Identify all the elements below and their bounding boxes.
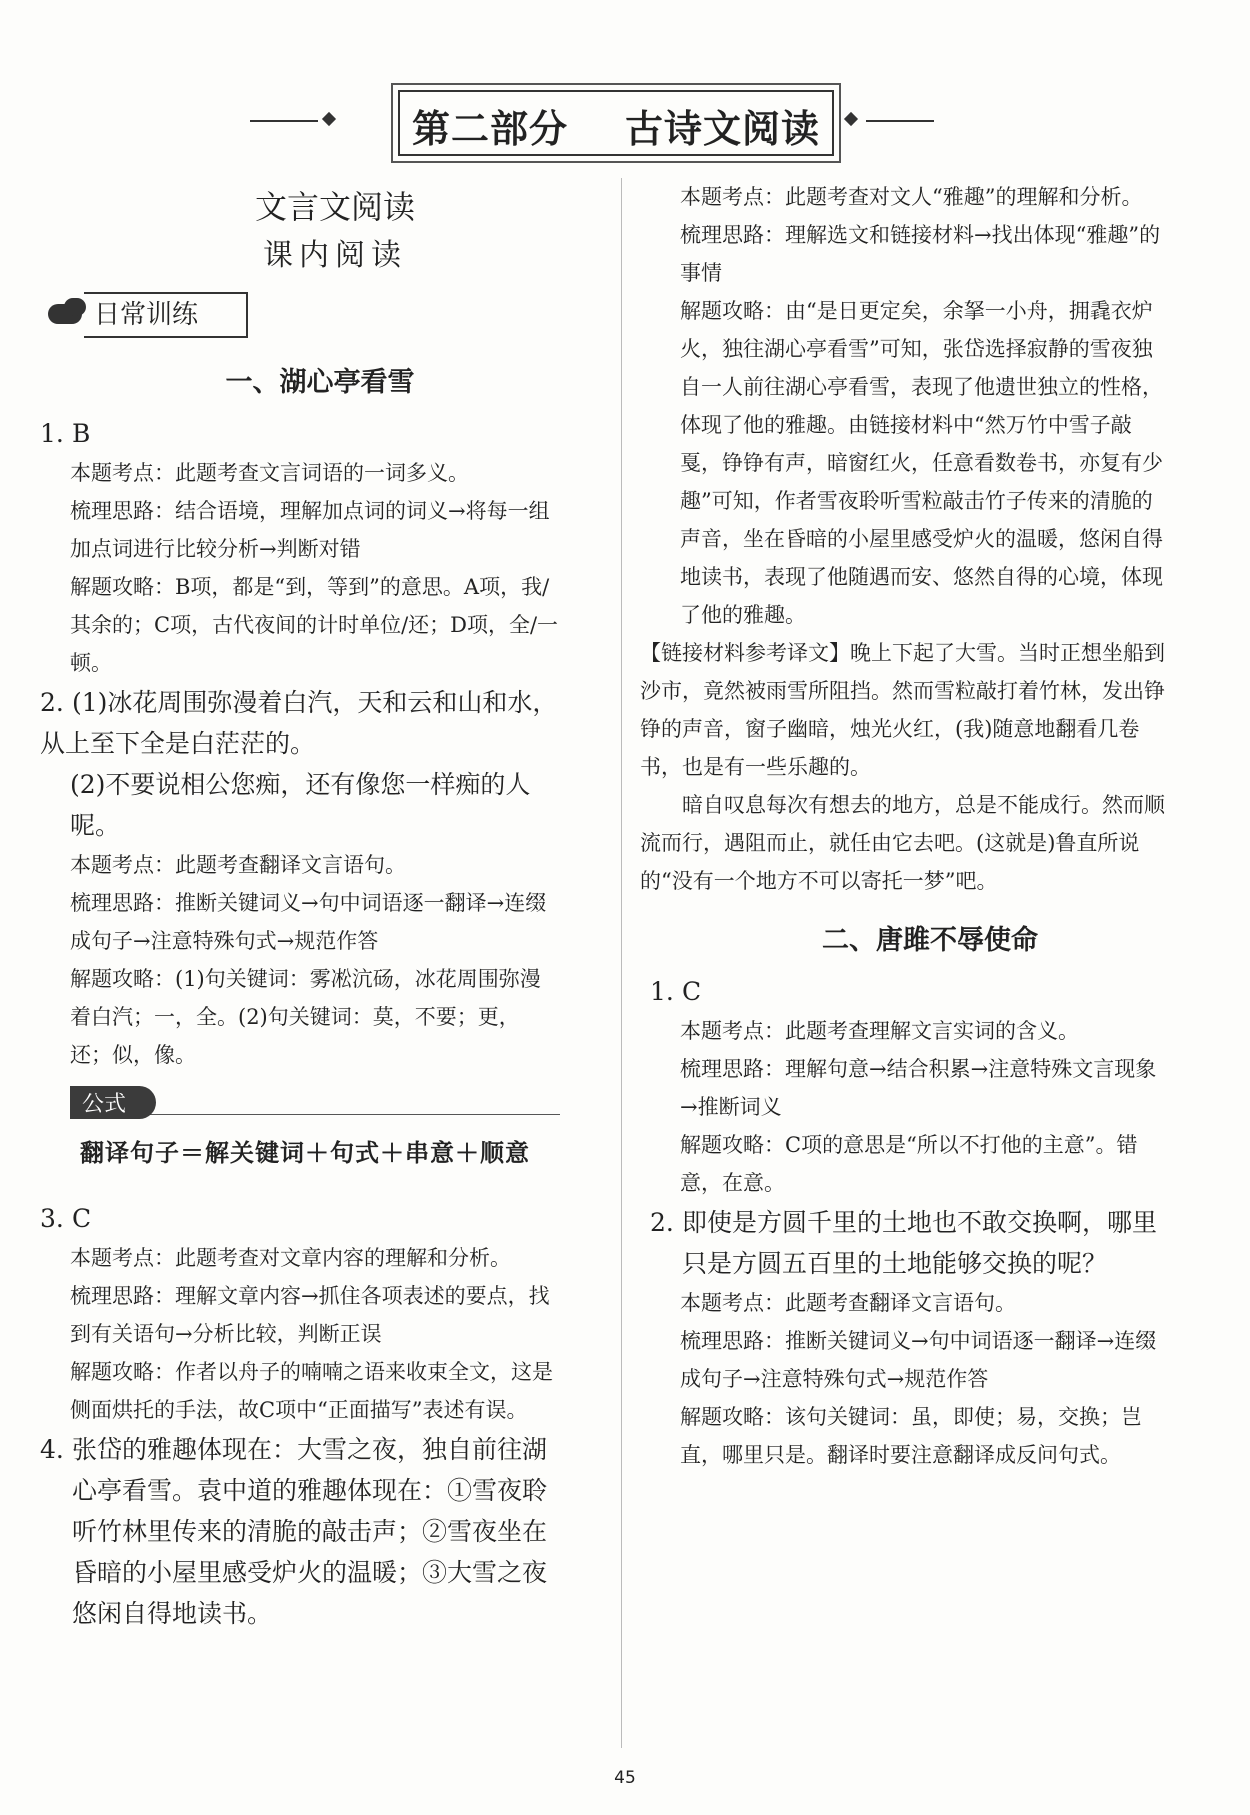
answer-part-2: (2)不要说相公您痴，还有像您一样痴的人呢。 bbox=[70, 770, 531, 840]
heading-main: 文言文阅读 bbox=[254, 188, 415, 226]
answer: 张岱的雅趣体现在：大雪之夜，独自前往湖心亭看雪。袁中道的雅趣体现在：①雪夜聆听竹林里传来的清脆的敲击声；②雪夜坐在昏暗的小屋里感受炉火的温暖；③大雪之夜悠闲自得地读书。 bbox=[72, 1435, 548, 1628]
heading-sub: 课内阅读 bbox=[263, 238, 407, 273]
banner-diamond-left bbox=[322, 112, 336, 126]
question-number: 1. bbox=[650, 977, 674, 1006]
part-title: 第二部分 古诗文阅读 bbox=[412, 106, 820, 151]
question-number: 2. bbox=[40, 688, 64, 717]
section-title: 一、湖心亭看雪 bbox=[225, 367, 415, 398]
banner-diamond-right bbox=[844, 112, 858, 126]
section-title: 二、唐雎不辱使命 bbox=[822, 925, 1038, 956]
part-banner bbox=[0, 90, 1250, 170]
banner-rule-right bbox=[866, 120, 934, 122]
question-number: 1. bbox=[40, 419, 64, 448]
section-tag bbox=[48, 292, 560, 342]
silu: 梳理思路：结合语境，理解加点词的词义→将每一组加点词进行比较分析→判断对错 bbox=[70, 499, 550, 561]
gonglue: 解题攻略：作者以舟子的喃喃之语来收束全文，这是侧面烘托的手法，故C项中“正面描写”表述有误。 bbox=[70, 1360, 553, 1422]
gonglue: 解题攻略：B项，都是“到，等到”的意思。A项，我/其余的；C项，古代夜间的计时单位/还；D项，全/一顿。 bbox=[70, 575, 559, 675]
silu: 梳理思路：推断关键词义→句中词语逐一翻译→连缀成句子→注意特殊句式→规范作答 bbox=[680, 1329, 1157, 1391]
kaodian: 本题考点：此题考查对文人“雅趣”的理解和分析。 bbox=[680, 185, 1143, 209]
right-column bbox=[640, 178, 1170, 1474]
question-2 bbox=[650, 1202, 1170, 1284]
kaodian: 本题考点：此题考查理解文言实词的含义。 bbox=[680, 1019, 1079, 1043]
kaodian: 本题考点：此题考查翻译文言语句。 bbox=[680, 1291, 1016, 1315]
answer: 即使是方圆千里的土地也不敢交换啊，哪里只是方圆五百里的土地能够交换的呢？ bbox=[682, 1208, 1158, 1278]
silu: 梳理思路：推断关键词义→句中词语逐一翻译→连缀成句子→注意特殊句式→规范作答 bbox=[70, 891, 547, 953]
gonglue: 解题攻略：该句关键词：虽，即使；易，交换；岂直，哪里只是。翻译时要注意翻译成反问句式。 bbox=[680, 1405, 1142, 1467]
silu: 梳理思路：理解句意→结合积累→注意特殊文言现象→推断词义 bbox=[680, 1057, 1157, 1119]
question-number: 3. bbox=[40, 1204, 64, 1233]
tag-label: 日常训练 bbox=[84, 292, 248, 338]
question-number: 2. bbox=[650, 1208, 674, 1237]
kaodian: 本题考点：此题考查翻译文言语句。 bbox=[70, 853, 406, 877]
question-4 bbox=[40, 1429, 560, 1634]
question-3 bbox=[40, 1198, 560, 1239]
kaodian: 本题考点：此题考查文言词语的一词多义。 bbox=[70, 461, 469, 485]
link-translation-2: 暗自叹息每次有想去的地方，总是不能成行。然而顺流而行，遇阻而止，就任由它去吧。(这就是)鲁直所说的“没有一个地方不可以寄托一梦”吧。 bbox=[640, 793, 1165, 893]
gonglue: 解题攻略：(1)句关键词：雾凇沆砀，冰花周围弥漫着白汽；一，全。(2)句关键词：莫，不要；更，还；似，像。 bbox=[70, 967, 541, 1067]
gonglue: 解题攻略：由“是日更定矣，余拏一小舟，拥毳衣炉火，独往湖心亭看雪”可知，张岱选择寂静的雪夜独自一人前往湖心亭看雪，表现了他遗世独立的性格，体现了他的雅趣。由链接材料中“然万竹中雪子敲戛，铮铮有声，暗窗红火，任意看数卷书，亦复有少趣”可知，作者雪夜聆听雪粒敲击竹子传来的清脆的声音，坐在昏暗的小屋里感受炉火的温暖，悠闲自得地读书，表现了他随遇而安、悠然自得的心境，体现了他的雅趣。 bbox=[680, 299, 1163, 627]
column-divider bbox=[621, 178, 622, 1748]
question-2 bbox=[40, 682, 560, 764]
formula-text: 翻译句子＝解关键词＋句式＋串意＋顺意 bbox=[80, 1139, 530, 1167]
banner-rule-left bbox=[250, 120, 318, 122]
banner-box bbox=[398, 90, 834, 156]
page-number: 45 bbox=[614, 1768, 636, 1788]
gonglue: 解题攻略：C项的意思是“所以不打他的主意”。错意，在意。 bbox=[680, 1133, 1138, 1195]
answer-part-1: (1)冰花周围弥漫着白汽，天和云和山和水，从上至下全是白茫茫的。 bbox=[40, 688, 558, 758]
left-column bbox=[40, 178, 560, 1634]
kaodian: 本题考点：此题考查对文章内容的理解和分析。 bbox=[70, 1246, 511, 1270]
silu: 梳理思路：理解文章内容→抓住各项表述的要点，找到有关语句→分析比较，判断正误 bbox=[70, 1284, 550, 1346]
answer: C bbox=[72, 1204, 92, 1233]
link-translation: 【链接材料参考译文】晚上下起了大雪。当时正想坐船到沙市，竟然被雨雪所阻挡。然而雪粒敲打着竹林，发出铮铮的声音，窗子幽暗，烛光火红，(我)随意地翻看几卷书，也是有一些乐趣的。 bbox=[640, 641, 1165, 779]
question-1 bbox=[650, 971, 1170, 1012]
question-number: 4. bbox=[40, 1435, 64, 1464]
formula-tag: 公式 bbox=[70, 1086, 156, 1119]
answer: B bbox=[72, 419, 91, 448]
formula-box bbox=[70, 1086, 560, 1168]
silu: 梳理思路：理解选文和链接材料→找出体现“雅趣”的事情 bbox=[680, 223, 1161, 285]
cloud-icon-part bbox=[64, 298, 86, 316]
answer: C bbox=[682, 977, 702, 1006]
question-1 bbox=[40, 413, 560, 454]
